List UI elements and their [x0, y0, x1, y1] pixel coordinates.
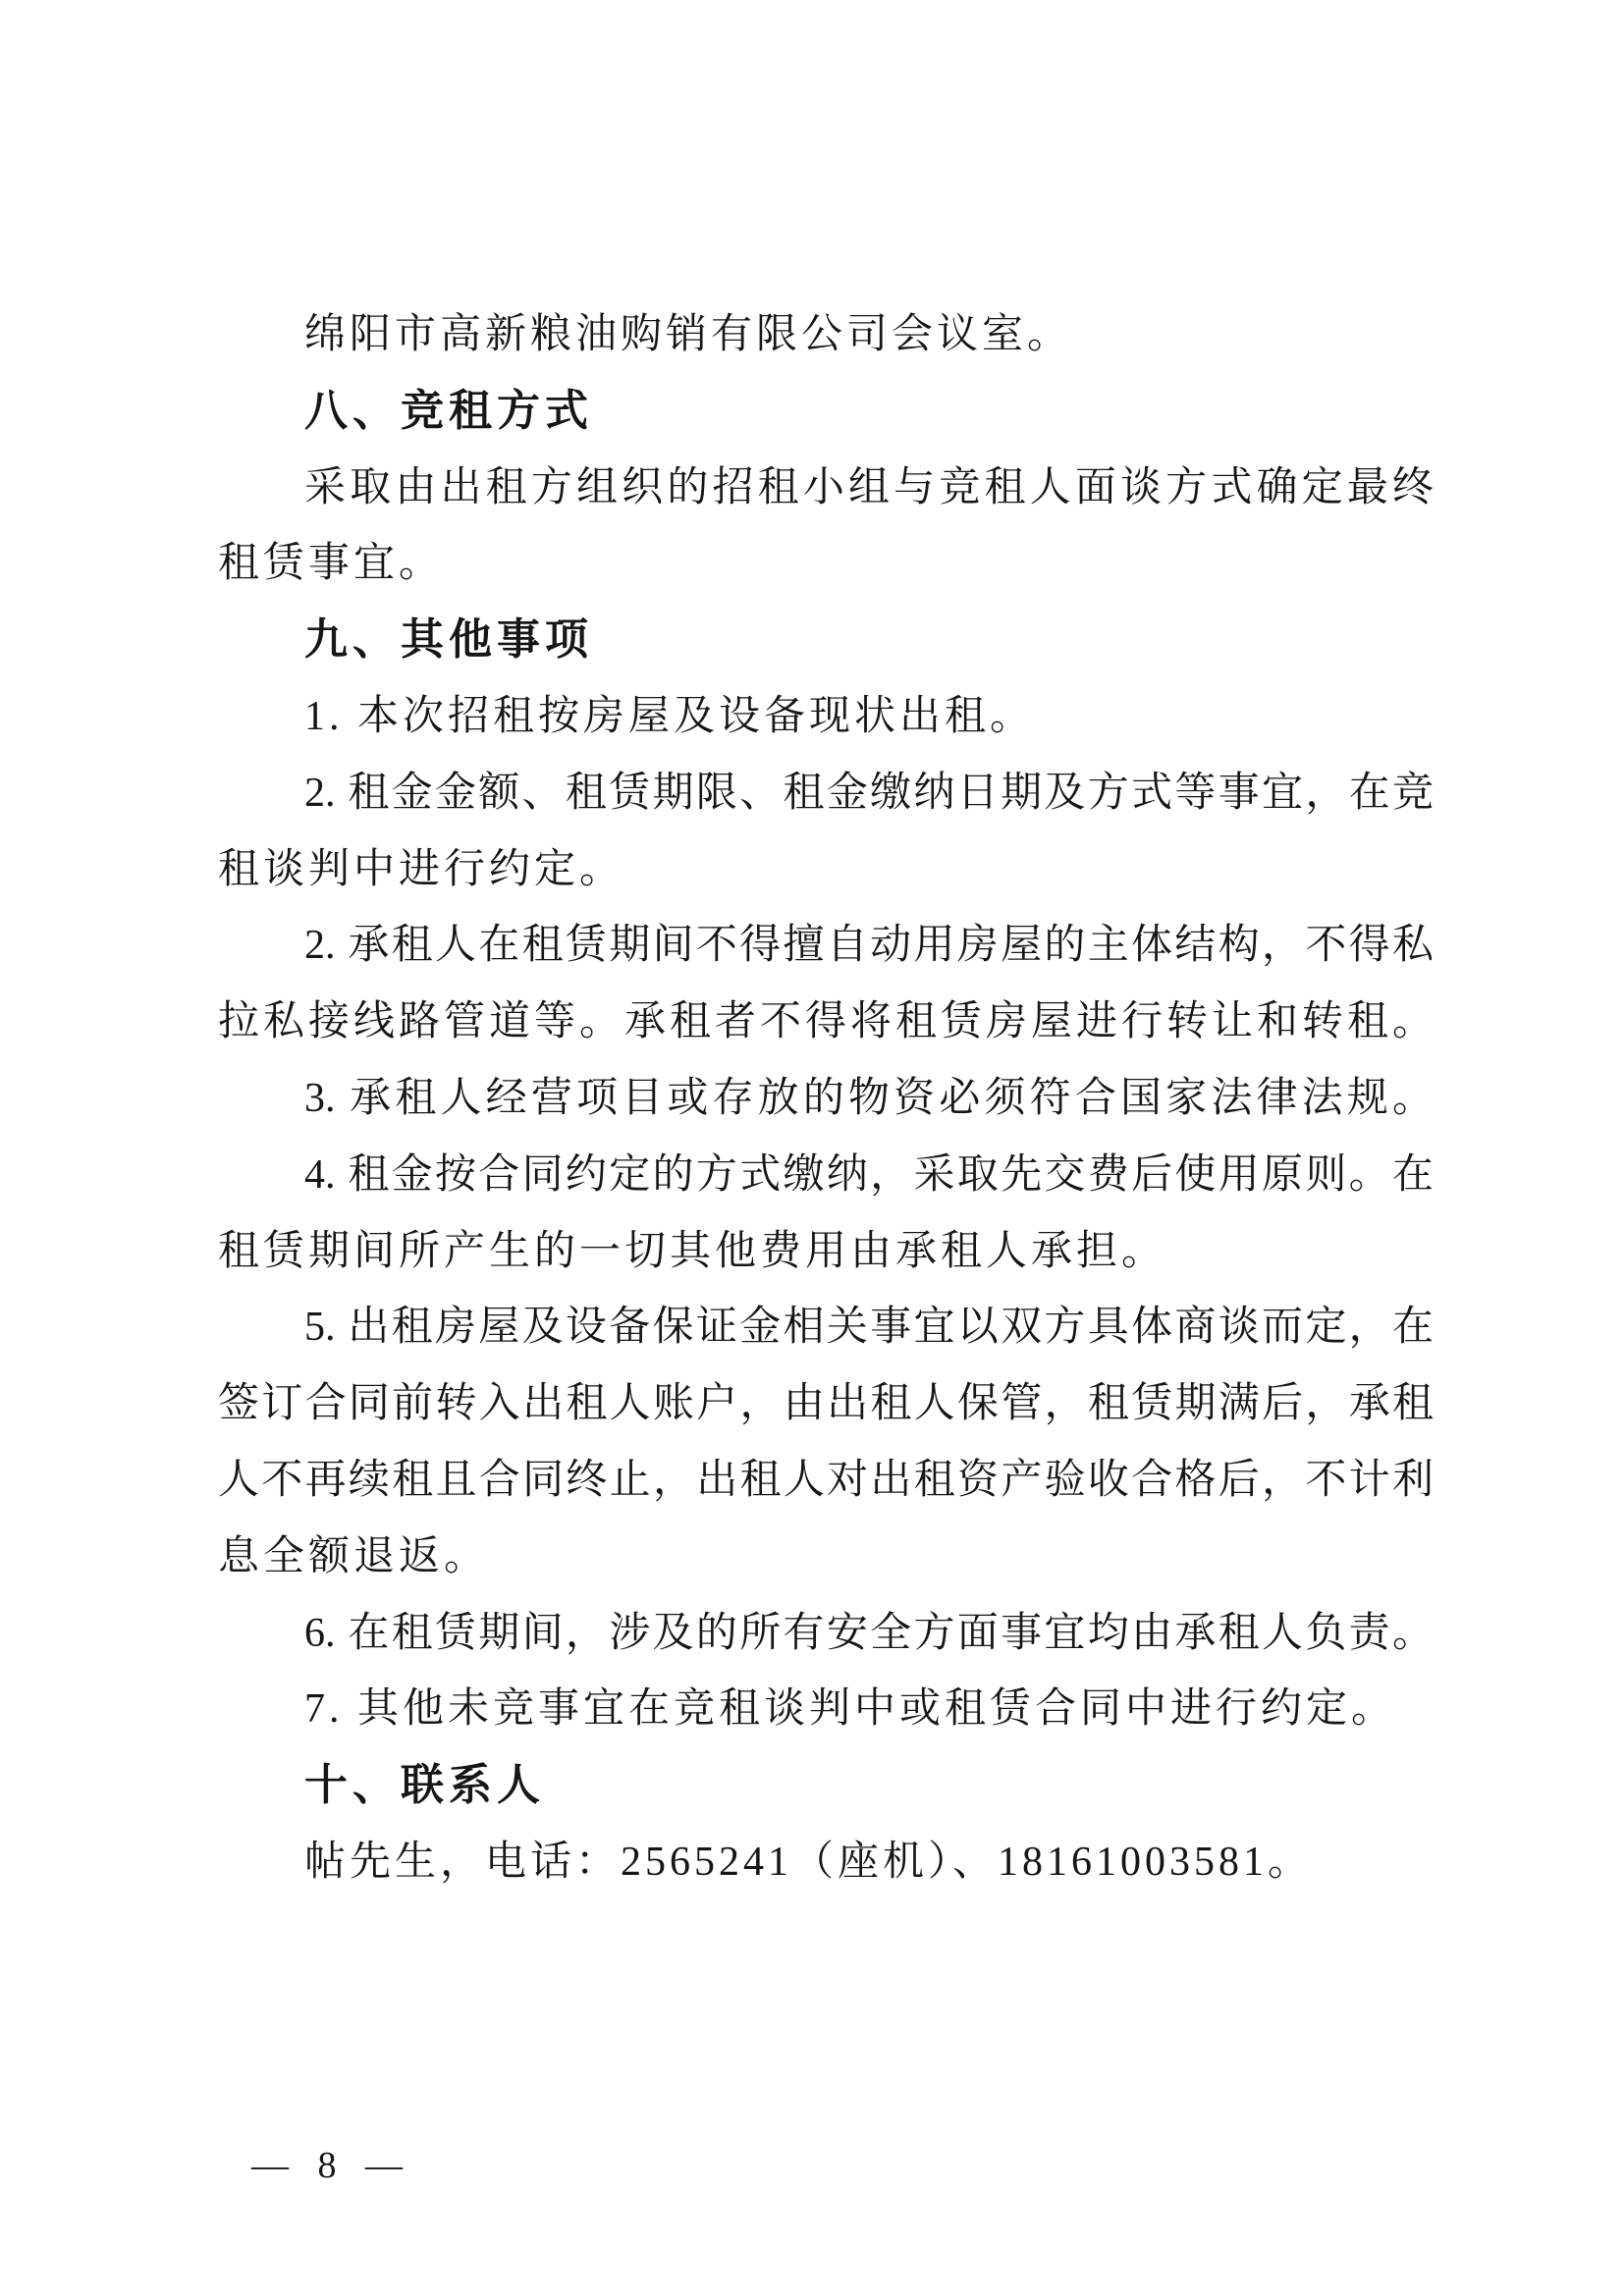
text-line: 2. 承租人在租赁期间不得擅自动用房屋的主体结构，不得私 — [304, 923, 1434, 969]
text-line: 3. 承租人经营项目或存放的物资必须符合国家法律法规。 — [304, 1076, 1434, 1121]
text-line: 7. 其他未竞事宜在竞租谈判中或租赁合同中进行约定。 — [304, 1686, 1397, 1733]
text-line: 4. 租金按合同约定的方式缴纳，采取先交费后使用原则。在 — [304, 1151, 1434, 1198]
text-line: 租赁事宜。 — [218, 541, 445, 587]
text-line: 6. 在租赁期间，涉及的所有安全方面事宜均由承租人负责。 — [304, 1610, 1434, 1656]
page-number: — 8 — — [251, 2145, 412, 2186]
text-line: 息全额退返。 — [218, 1533, 490, 1579]
text-line: 签订合同前转入出租人账户，由出租人保管，租赁期满后，承租 — [218, 1381, 1434, 1427]
text-line: 人不再续租且合同终止，出租人对出租资产验收合格后，不计利 — [218, 1458, 1434, 1503]
text-line: 租赁期间所产生的一切其他费用由承租人承担。 — [218, 1228, 1167, 1274]
text-line: 5. 出租房屋及设备保证金相关事宜以双方具体商谈而定，在 — [304, 1305, 1434, 1351]
text-line: 租谈判中进行约定。 — [218, 846, 625, 892]
text-line: 2. 租金金额、租赁期限、租金缴纳日期及方式等事宜，在竞 — [304, 770, 1434, 816]
text-line: 拉私接线路管道等。承租者不得将租赁房屋进行转让和转租。 — [218, 999, 1434, 1045]
section-heading: 十、联系人 — [304, 1761, 545, 1810]
text-line: 1. 本次招租按房屋及设备现状出租。 — [304, 694, 1036, 739]
text-line: 帖先生，电话：2565241（座机）、18161003581。 — [304, 1840, 1314, 1885]
section-heading: 八、竞租方式 — [304, 386, 593, 435]
text-line: 采取由出租方组织的招租小组与竞租人面谈方式确定最终 — [304, 464, 1434, 510]
section-heading: 九、其他事项 — [304, 615, 593, 665]
text-line: 绵阳市高新粮油购销有限公司会议室。 — [304, 312, 1073, 357]
